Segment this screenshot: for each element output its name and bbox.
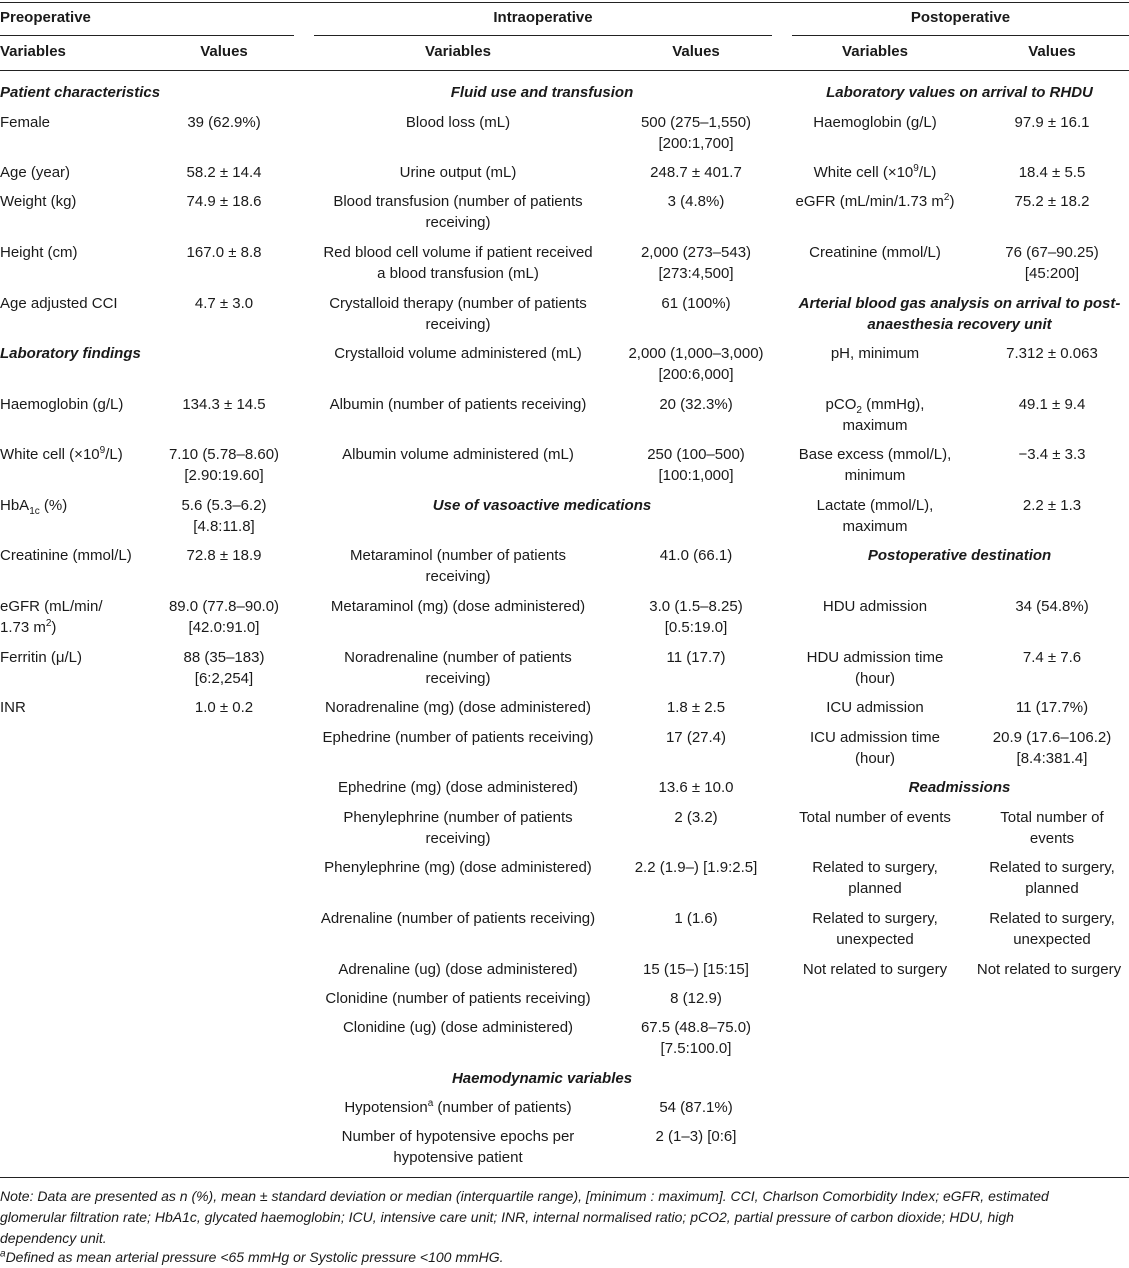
intra-clonidine-n-value: 8 (12.9)	[670, 990, 722, 1007]
intra-crystalloid-label: Crystalloid therapy (number of patients receiving)	[329, 295, 587, 333]
pre-haemoglobin-label: Haemoglobin (g/L)	[0, 396, 124, 413]
post-egfr-label: eGFR (mL/min/1.73 $m^2$)	[795, 192, 955, 210]
bottom-rule	[0, 1177, 1129, 1178]
post-lactate-value: 2.2 ± 1.3	[1022, 497, 1082, 514]
intra-phenylephrine-mg-label: Phenylephrine (mg) (dose administered)	[324, 859, 592, 876]
pre-inr-value: 1.0 ± 0.2	[194, 699, 254, 716]
intra-group-rule	[314, 35, 772, 36]
intra-metaraminol-n-label: Metaraminol (number of patients receiving)	[350, 547, 566, 585]
pre-haemoglobin-value: 134.3 ± 14.5	[182, 396, 266, 413]
intra-urine-value: 248.7 ± 401.7	[650, 164, 742, 181]
pre-ferritin-value: 88 (35–183) [6:2,254]	[183, 649, 265, 687]
group-postoperative: Postoperative	[910, 9, 1011, 26]
post-egfr-value: 75.2 ± 18.2	[1014, 193, 1090, 210]
intra-noradrenaline-mg-label: Noradrenaline (mg) (dose administered)	[325, 699, 591, 716]
post-variables-header: Variables	[842, 43, 908, 60]
post-total-events-value: Total number of events	[1000, 809, 1104, 847]
pre-egfr-value: 89.0 (77.8–90.0) [42.0:91.0]	[168, 598, 280, 636]
pre-creatinine-label: Creatinine (mmol/L)	[0, 547, 132, 564]
intra-metaraminol-mg-value: 3.0 (1.5–8.25) [0.5:19.0]	[649, 598, 743, 636]
pre-cci-label: Age adjusted CCI	[0, 295, 118, 312]
table-footnote: $^a$Defined as mean arterial pressure <65 mmHg or Systolic pressure <100 mmHG.	[0, 1248, 504, 1265]
intra-section-fluid-use: Fluid use and transfusion	[450, 84, 634, 101]
intra-adrenaline-ug-label: Adrenaline (ug) (dose administered)	[338, 961, 578, 978]
pre-cci-value: 4.7 ± 3.0	[194, 295, 254, 312]
intra-albumin-value: 20 (32.3%)	[659, 396, 733, 413]
intra-ephedrine-n-value: 17 (27.4)	[665, 729, 727, 746]
intra-crystalloid-volume-value: 2,000 (1,000–3,000) [200:6,000]	[628, 345, 764, 383]
post-ph-value: 7.312 ± 0.063	[1006, 345, 1098, 362]
post-white-cell-label: White cell $(\times 10^9/L)$	[813, 163, 937, 181]
pre-white-cell-value: 7.10 (5.78–8.60) [2.90:19.60]	[168, 446, 280, 484]
intra-phenylephrine-n-value: 2 (3.2)	[674, 809, 718, 826]
intra-transfusion-value: 3 (4.8%)	[667, 193, 725, 210]
post-icu-time-value: 20.9 (17.6–106.2) [8.4:381.4]	[992, 729, 1112, 767]
intra-urine-label: Urine output (mL)	[399, 164, 517, 181]
intra-rbc-value: 2,000 (273–543) [273:4,500]	[640, 244, 752, 282]
intra-hypotension-label: Hypotension$^a$ (number of patients)	[344, 1098, 572, 1116]
intra-ephedrine-n-label: Ephedrine (number of patients receiving)	[322, 729, 594, 746]
post-icu-value: 11 (17.7%)	[1015, 699, 1089, 716]
header-rule	[0, 70, 1129, 71]
intra-section-haemodynamic: Haemodynamic variables	[451, 1070, 633, 1087]
pre-group-rule	[0, 35, 294, 36]
pre-female-label: Female	[0, 114, 51, 131]
intra-rbc-label: Red blood cell volume if patient received a blood transfusion (mL)	[323, 244, 593, 282]
post-values-header: Values	[1028, 43, 1076, 60]
post-icu-label: ICU admission	[826, 699, 924, 716]
pre-hba1c-label: HbA$_{1c}$ (%)	[0, 497, 68, 517]
pre-values-header: Values	[200, 43, 248, 60]
post-pco2-label: pCO$_2$ (mmHg), maximum	[825, 396, 925, 434]
intra-hypotension-value: 54 (87.1%)	[659, 1099, 733, 1116]
intra-epochs-label: Number of hypotensive epochs per hypotensive patient	[341, 1128, 575, 1166]
intra-variables-header: Variables	[425, 43, 491, 60]
intra-epochs-value: 2 (1–3) [0:6]	[655, 1128, 737, 1145]
intra-noradrenaline-n-value: 11 (17.7)	[666, 649, 726, 666]
pre-height-value: 167.0 ± 8.8	[186, 244, 262, 261]
intra-noradrenaline-n-label: Noradrenaline (number of patients receiving)	[344, 649, 572, 687]
post-hdu-value: 34 (54.8%)	[1015, 598, 1089, 615]
post-planned-label: Related to surgery, planned	[812, 859, 938, 897]
table-note	[0, 1186, 1129, 1249]
intra-clonidine-n-label: Clonidine (number of patients receiving)	[325, 990, 591, 1007]
intra-albumin-volume-label: Albumin volume administered (mL)	[342, 446, 574, 463]
post-unexpected-value: Related to surgery, unexpected	[989, 910, 1115, 948]
group-preoperative: Preoperative	[0, 9, 91, 26]
pre-height-label: Height (cm)	[0, 244, 78, 261]
intra-section-vasoactive: Use of vasoactive medications	[432, 497, 652, 514]
note-line-1: Note: Data are presented as n (%), mean ± standard deviation or median (interquartile range), [minimum : maximum]. CCI, Charlson Comorbidity Index; eGFR, estimated	[0, 1188, 1049, 1204]
post-section-blood-gas: Arterial blood gas analysis on arrival to post- anaesthesia recovery unit	[798, 295, 1121, 333]
pre-age-value: 58.2 ± 14.4	[186, 164, 262, 181]
intra-adrenaline-n-label: Adrenaline (number of patients receiving)	[320, 910, 596, 927]
post-pco2-value: 49.1 ± 9.4	[1018, 396, 1086, 413]
post-not-related-value: Not related to surgery	[976, 961, 1122, 978]
post-ph-label: pH, minimum	[830, 345, 920, 362]
intra-transfusion-label: Blood transfusion (number of patients receiving)	[333, 193, 583, 231]
post-lactate-label: Lactate (mmol/L), maximum	[816, 497, 934, 535]
pre-female-value: 39 (62.9%)	[187, 114, 261, 131]
intra-crystalloid-volume-label: Crystalloid volume administered (mL)	[334, 345, 582, 362]
post-section-destination: Postoperative destination	[867, 547, 1052, 564]
group-intraoperative: Intraoperative	[493, 9, 593, 26]
pre-weight-value: 74.9 ± 18.6	[186, 193, 262, 210]
post-hdu-time-value: 7.4 ± 7.6	[1022, 649, 1082, 666]
post-unexpected-label: Related to surgery, unexpected	[812, 910, 938, 948]
intra-metaraminol-mg-label: Metaraminol (mg) (dose administered)	[330, 598, 586, 615]
post-not-related-label: Not related to surgery	[802, 961, 948, 978]
intra-clonidine-ug-label: Clonidine (ug) (dose administered)	[342, 1019, 574, 1036]
intra-blood-loss-label: Blood loss (mL)	[405, 114, 511, 131]
note-line-2: glomerular filtration rate; HbA1c, glycated haemoglobin; ICU, intensive care unit; INR, internal normalised ratio; pCO2, partial pressure of carbon dioxide; HDU, high	[0, 1209, 1014, 1225]
post-icu-time-label: ICU admission time (hour)	[809, 729, 941, 767]
post-section-laboratory: Laboratory values on arrival to RHDU	[826, 84, 1093, 101]
post-base-excess-value: −3.4 ± 3.3	[1018, 446, 1086, 463]
post-white-cell-value: 18.4 ± 5.5	[1018, 164, 1086, 181]
intra-albumin-volume-value: 250 (100–500) [100:1,000]	[647, 446, 745, 484]
pre-inr-label: INR	[0, 699, 26, 716]
post-section-readmissions: Readmissions	[908, 779, 1011, 796]
post-group-rule	[792, 35, 1129, 36]
intra-albumin-label: Albumin (number of patients receiving)	[329, 396, 587, 413]
post-haemoglobin-label: Haemoglobin (g/L)	[813, 114, 937, 131]
pre-creatinine-value: 72.8 ± 18.9	[186, 547, 262, 564]
intra-noradrenaline-mg-value: 1.8 ± 2.5	[666, 699, 726, 716]
intra-clonidine-ug-value: 67.5 (48.8–75.0) [7.5:100.0]	[640, 1019, 752, 1057]
pre-white-cell-label: White cell $(\times 10^9/L)$	[0, 445, 123, 463]
post-base-excess-label: Base excess (mmol/L), minimum	[798, 446, 952, 484]
intra-crystalloid-value: 61 (100%)	[661, 295, 731, 312]
intra-metaraminol-n-value: 41.0 (66.1)	[659, 547, 733, 564]
intra-phenylephrine-n-label: Phenylephrine (number of patients receiving)	[343, 809, 573, 847]
post-haemoglobin-value: 97.9 ± 16.1	[1014, 114, 1090, 131]
note-line-3: dependency unit.	[0, 1230, 107, 1246]
post-creatinine-label: Creatinine (mmol/L)	[809, 244, 941, 261]
post-planned-value: Related to surgery, planned	[989, 859, 1115, 897]
pre-weight-label: Weight (kg)	[0, 193, 77, 210]
pre-hba1c-value: 5.6 (5.3–6.2) [4.8:11.8]	[181, 497, 267, 535]
pre-egfr-label: eGFR (mL/min/ 1.73 $m^2$)	[0, 598, 103, 636]
pre-ferritin-label: Ferritin (μ/L)	[0, 649, 82, 666]
pre-variables-header: Variables	[0, 43, 66, 60]
post-creatinine-value: 76 (67–90.25) [45:200]	[1005, 244, 1099, 282]
intra-adrenaline-ug-value: 15 (15–) [15:15]	[643, 961, 749, 978]
post-hdu-label: HDU admission	[822, 598, 928, 615]
pre-age-label: Age (year)	[0, 164, 71, 181]
pre-section-laboratory-findings: Laboratory findings	[0, 345, 141, 362]
pre-section-patient-characteristics: Patient characteristics	[0, 84, 161, 101]
intra-ephedrine-mg-value: 13.6 ± 10.0	[658, 779, 734, 796]
top-rule	[0, 2, 1129, 3]
intra-ephedrine-mg-label: Ephedrine (mg) (dose administered)	[337, 779, 579, 796]
post-hdu-time-label: HDU admission time (hour)	[806, 649, 944, 687]
intra-phenylephrine-mg-value: 2.2 (1.9–) [1.9:2.5]	[634, 859, 758, 876]
intra-adrenaline-n-value: 1 (1.6)	[674, 910, 718, 927]
post-total-events-label: Total number of events	[799, 809, 951, 826]
intra-values-header: Values	[672, 43, 720, 60]
intra-blood-loss-value: 500 (275–1,550) [200:1,700]	[640, 114, 752, 152]
